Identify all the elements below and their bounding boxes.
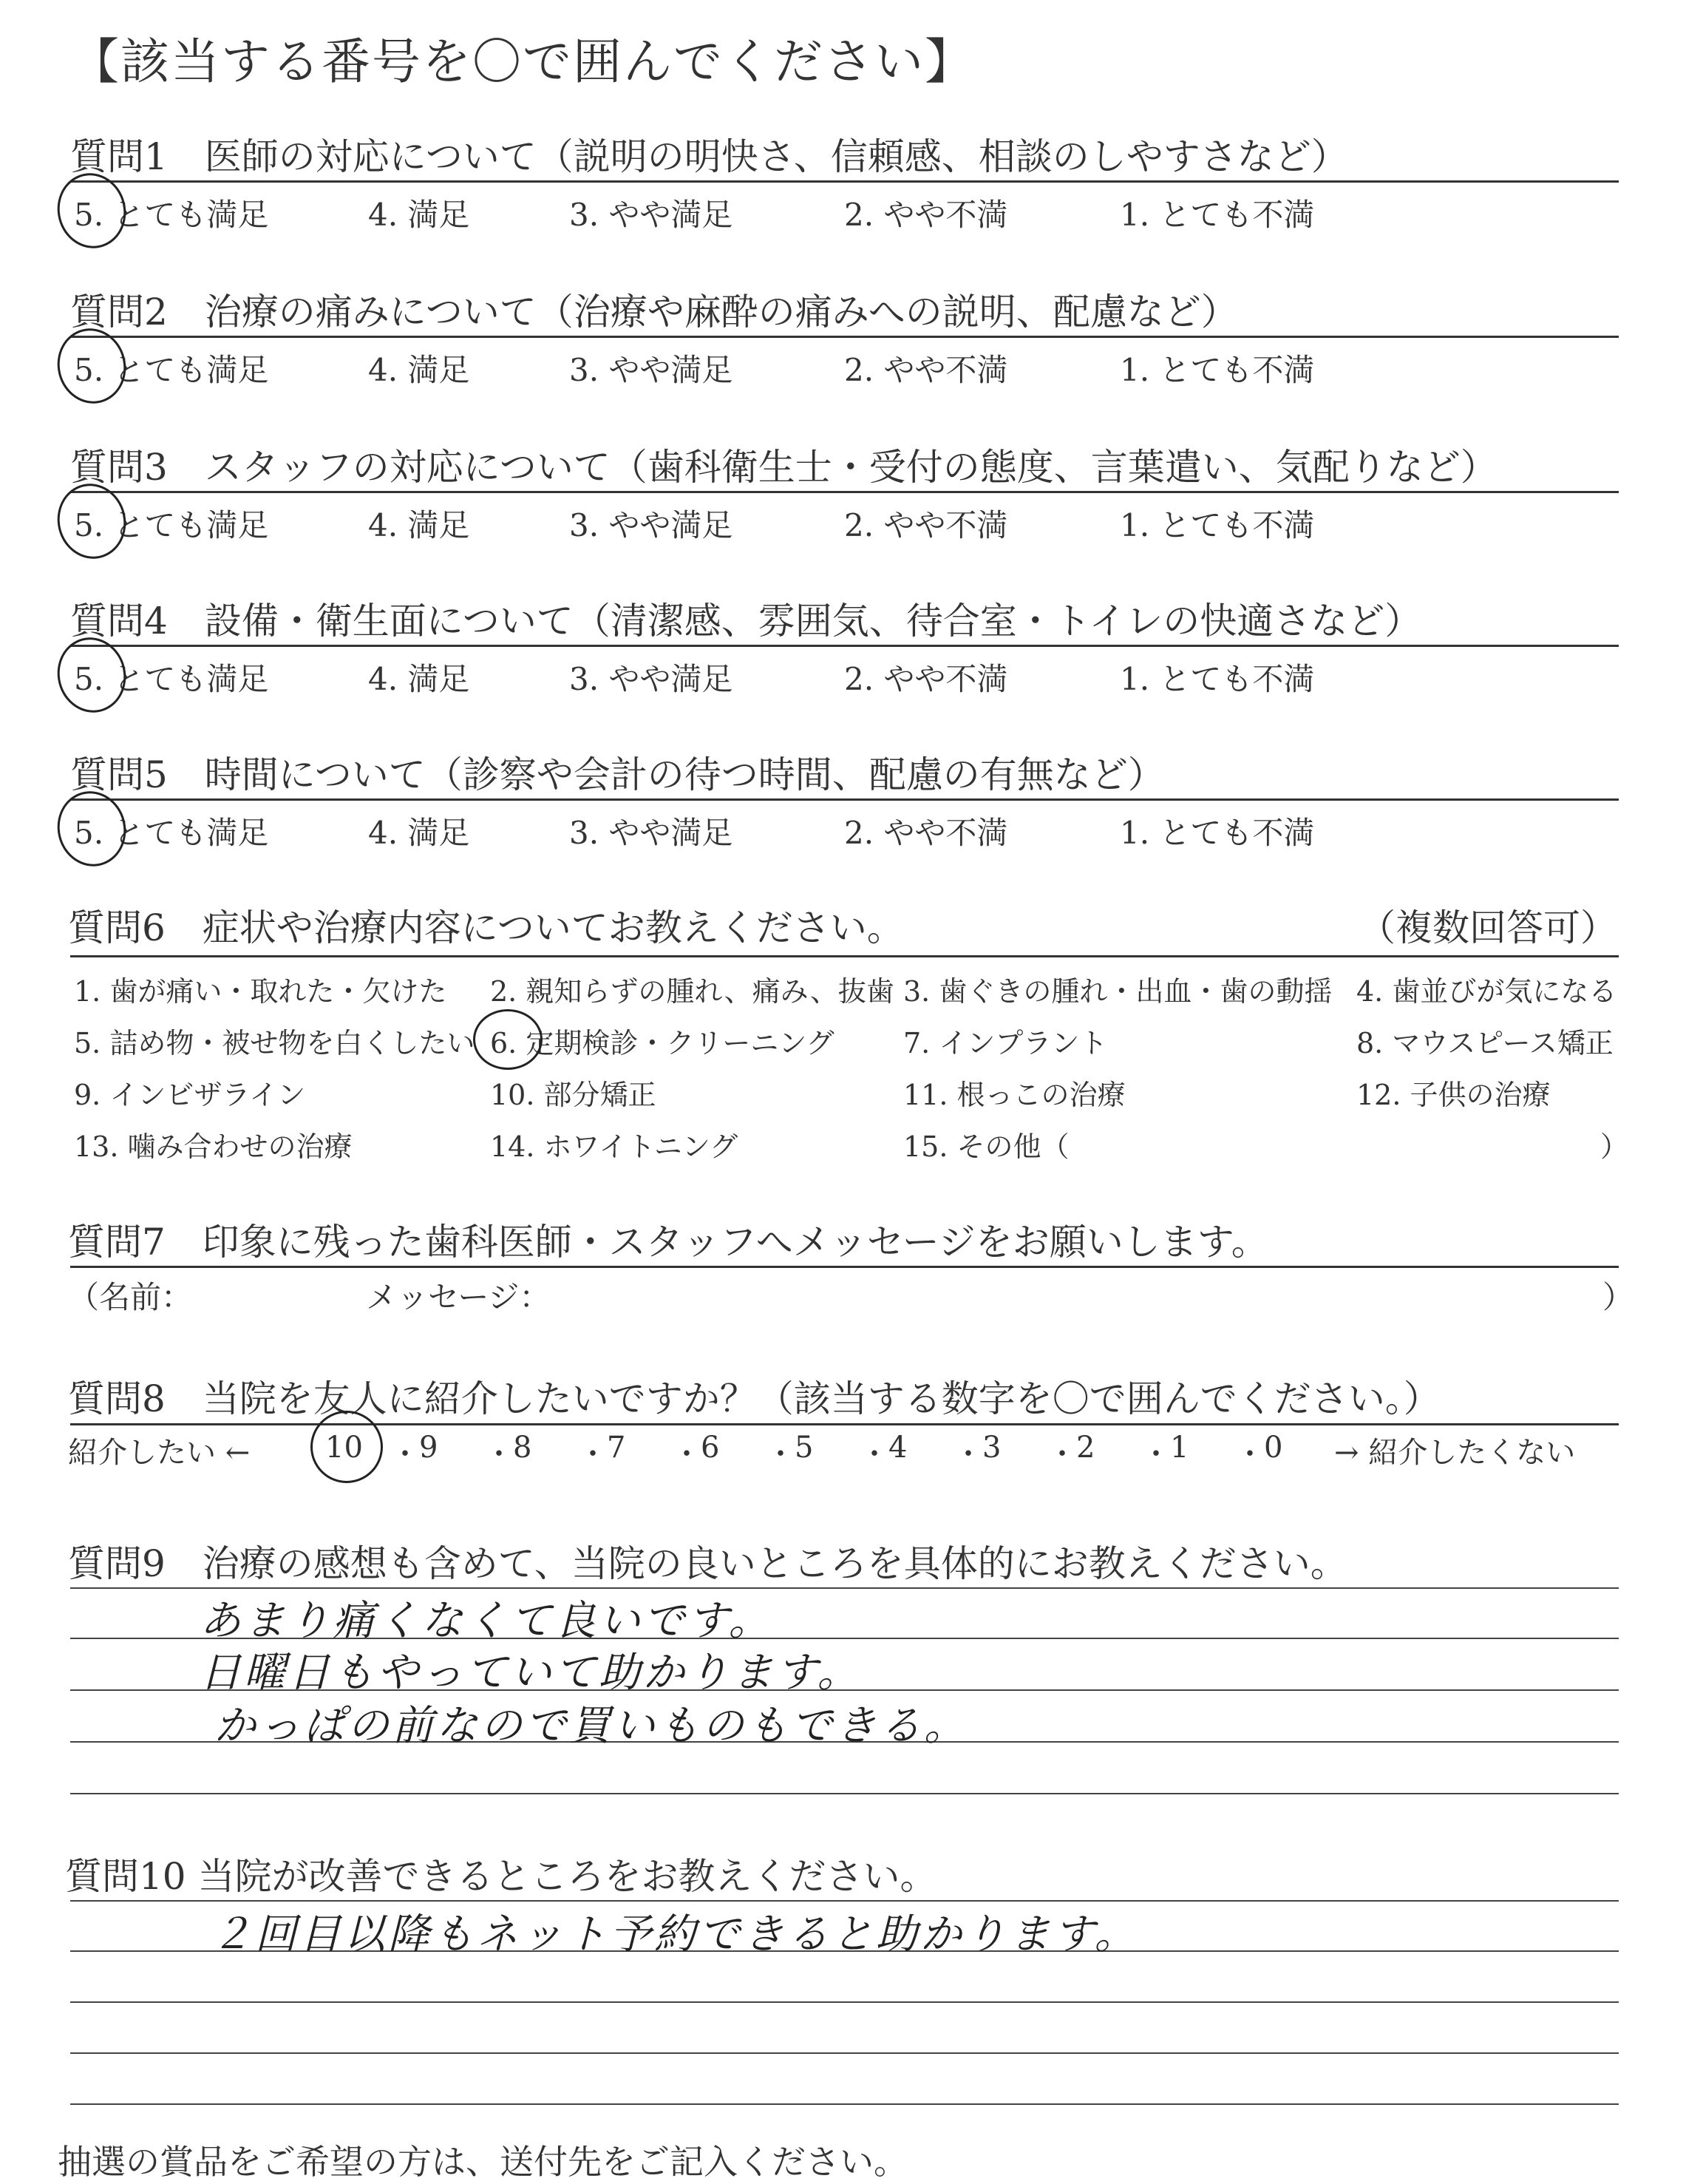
q6-option-15[interactable]: 15. その他（: [903, 1130, 1070, 1163]
q10-line: [70, 2052, 1619, 2054]
q7-title: 質問7 印象に残った歯科医師・スタッフへメッセージをお願いします。: [68, 1221, 1268, 1264]
q5-rule: [70, 798, 1619, 801]
q9-line: [70, 1793, 1619, 1794]
q5-title: 質問5 時間について（診察や会計の待つ時間、配慮の有無など）: [70, 753, 1165, 796]
q6-option-14[interactable]: 14. ホワイトニング: [490, 1130, 738, 1163]
q4-option-5[interactable]: 5. とても満足: [74, 661, 269, 697]
q7-message-label: メッセージ：: [366, 1279, 551, 1315]
q8-scale-dot: ・: [672, 1437, 701, 1471]
q8-right-label: → 紹介したくない: [1334, 1436, 1576, 1470]
q3-option-5[interactable]: 5. とても満足: [74, 507, 269, 543]
q10-line: [70, 2001, 1619, 2003]
footer-note: 抽選の賞品をご希望の方は、送付先をご記入ください。: [58, 2142, 908, 2182]
q2-option-4[interactable]: 4. 満足: [368, 352, 470, 388]
q1-option-2[interactable]: 2. やや不満: [844, 197, 1008, 233]
q6-option-1[interactable]: 1. 歯が痛い・取れた・欠けた: [74, 975, 447, 1008]
q8-scale-dot: ・: [484, 1437, 514, 1471]
q1-rule: [70, 180, 1619, 183]
q9-answer-1: あまり痛くなくて良いです。: [200, 1597, 773, 1645]
q10-title: 質問10 当院が改善できるところをお教えください。: [65, 1855, 937, 1898]
q4-option-2[interactable]: 2. やや不満: [844, 661, 1008, 697]
q6-option-12[interactable]: 12. 子供の治療: [1356, 1079, 1551, 1111]
q6-option-7[interactable]: 7. インプラント: [903, 1027, 1108, 1059]
q8-scale-dot: ・: [1047, 1437, 1077, 1471]
q8-scale-1[interactable]: 1: [1170, 1431, 1189, 1465]
q6-option-8[interactable]: 8. マウスピース矯正: [1356, 1027, 1614, 1059]
q8-scale-5[interactable]: 5: [795, 1431, 814, 1465]
q9-title: 質問9 治療の感想も含めて、当院の良いところを具体的にお教えください。: [68, 1542, 1347, 1585]
q7-rule: [70, 1266, 1619, 1268]
q8-title: 質問8 当院を友人に紹介したいですか？（該当する数字を〇で囲んでください。）: [68, 1377, 1441, 1420]
q8-scale-7[interactable]: 7: [607, 1431, 626, 1465]
q9-answer-2: 日曜日もやっていて助かります。: [200, 1649, 862, 1697]
q3-option-4[interactable]: 4. 満足: [368, 507, 470, 543]
q5-option-2[interactable]: 2. やや不満: [844, 815, 1008, 851]
q8-scale-dot: ・: [954, 1437, 983, 1471]
q5-option-4[interactable]: 4. 満足: [368, 815, 470, 851]
q4-option-3[interactable]: 3. やや満足: [569, 661, 733, 697]
page-title: 【該当する番号を〇で囲んでください】: [70, 33, 975, 90]
q5-option-1[interactable]: 1. とても不満: [1120, 815, 1315, 851]
q2-option-3[interactable]: 3. やや満足: [569, 352, 733, 388]
q8-scale-4[interactable]: 4: [888, 1431, 908, 1465]
q6-option-5[interactable]: 5. 詰め物・被せ物を白くしたい: [74, 1027, 475, 1059]
q6-option-10[interactable]: 10. 部分矯正: [490, 1079, 656, 1111]
q6-selection-circle: [473, 1009, 543, 1070]
q8-left-label: 紹介したい ←: [68, 1436, 251, 1470]
q8-scale-2[interactable]: 2: [1076, 1431, 1095, 1465]
q8-scale-0[interactable]: 0: [1264, 1431, 1283, 1465]
q4-option-4[interactable]: 4. 満足: [368, 661, 470, 697]
q6-note: （複数回答可）: [1359, 906, 1617, 949]
q2-option-2[interactable]: 2. やや不満: [844, 352, 1008, 388]
q7-close-paren: ）: [1602, 1279, 1634, 1315]
q6-option-9[interactable]: 9. インビザライン: [74, 1079, 306, 1111]
q6-option-3[interactable]: 3. 歯ぐきの腫れ・出血・歯の動揺: [903, 975, 1333, 1008]
q8-scale-dot: ・: [1141, 1437, 1171, 1471]
q6-other-close-paren: ）: [1600, 1130, 1629, 1163]
q6-rule: [70, 955, 1619, 957]
q10-answer-1: ２回目以降もネット予約できると助かります。: [211, 1910, 1139, 1959]
q3-rule: [70, 491, 1619, 493]
q8-scale-10[interactable]: 10: [325, 1431, 363, 1465]
q8-scale-8[interactable]: 8: [513, 1431, 532, 1465]
q1-title: 質問1 医師の対応について（説明の明快さ、信頼感、相談のしやすさなど）: [70, 135, 1348, 178]
q4-rule: [70, 645, 1619, 647]
q9-answer-3: かっぱの前なので買いものもできる。: [214, 1702, 968, 1750]
q8-scale-dot: ・: [766, 1437, 795, 1471]
q8-scale-dot: ・: [1235, 1437, 1265, 1471]
q4-option-1[interactable]: 1. とても不満: [1120, 661, 1315, 697]
q8-scale-9[interactable]: 9: [419, 1431, 438, 1465]
q2-option-5[interactable]: 5. とても満足: [74, 352, 269, 388]
q2-option-1[interactable]: 1. とても不満: [1120, 352, 1315, 388]
q6-option-13[interactable]: 13. 噛み合わせの治療: [74, 1130, 353, 1163]
q6-title: 質問6 症状や治療内容についてお教えください。: [68, 906, 904, 949]
q8-scale-6[interactable]: 6: [701, 1431, 720, 1465]
q3-option-2[interactable]: 2. やや不満: [844, 507, 1008, 543]
q6-option-4[interactable]: 4. 歯並びが気になる: [1356, 975, 1617, 1008]
q1-option-1[interactable]: 1. とても不満: [1120, 197, 1315, 233]
q1-option-5[interactable]: 5. とても満足: [74, 197, 269, 233]
q3-option-3[interactable]: 3. やや満足: [569, 507, 733, 543]
q3-option-1[interactable]: 1. とても不満: [1120, 507, 1315, 543]
q3-title: 質問3 スタッフの対応について（歯科衛生士・受付の態度、言葉遣い、気配りなど）: [70, 446, 1498, 489]
q7-name-label: （名前：: [68, 1279, 193, 1315]
q6-option-6[interactable]: 6. 定期検診・クリーニング: [490, 1027, 834, 1059]
q1-option-4[interactable]: 4. 満足: [368, 197, 470, 233]
q5-option-3[interactable]: 3. やや満足: [569, 815, 733, 851]
q5-option-5[interactable]: 5. とても満足: [74, 815, 269, 851]
q2-rule: [70, 336, 1619, 338]
q8-scale-dot: ・: [860, 1437, 889, 1471]
q1-option-3[interactable]: 3. やや満足: [569, 197, 733, 233]
q6-option-11[interactable]: 11. 根っこの治療: [903, 1079, 1126, 1111]
q6-option-2[interactable]: 2. 親知らずの腫れ、痛み、抜歯: [490, 975, 894, 1008]
q2-title: 質問2 治療の痛みについて（治療や麻酔の痛みへの説明、配慮など）: [70, 291, 1238, 333]
q4-title: 質問4 設備・衛生面について（清潔感、雰囲気、待合室・トイレの快適さなど）: [70, 600, 1422, 642]
q10-line: [70, 2103, 1619, 2105]
q8-scale-dot: ・: [578, 1437, 608, 1471]
q8-selection-circle: [310, 1411, 383, 1483]
q8-scale-3[interactable]: 3: [982, 1431, 1002, 1465]
q8-scale-dot: ・: [390, 1437, 420, 1471]
q8-rule: [70, 1423, 1619, 1425]
